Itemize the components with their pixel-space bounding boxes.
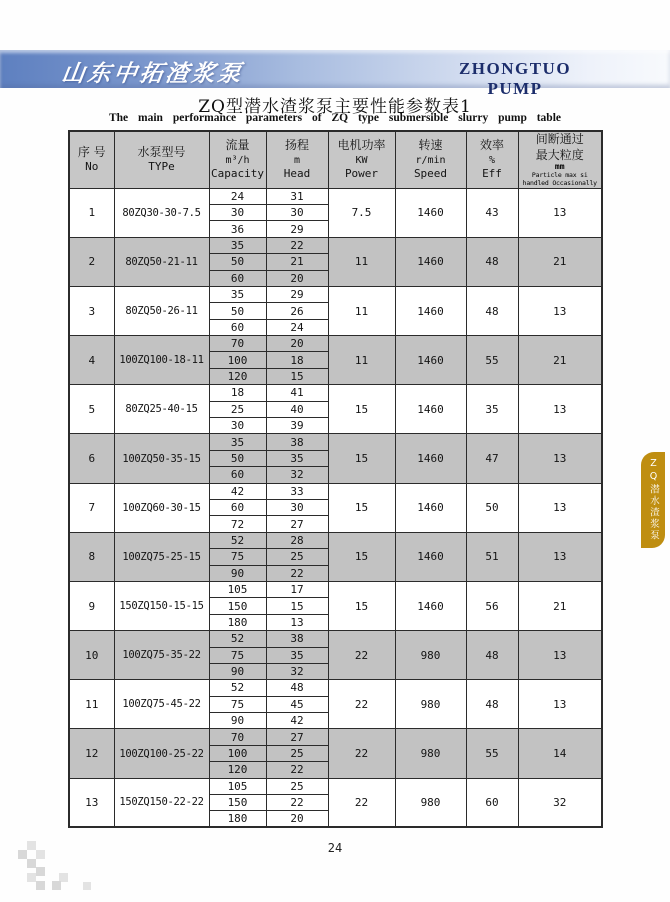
cell-speed: 1460	[395, 237, 466, 286]
cell-head: 22	[266, 795, 328, 811]
col-header-head	[266, 131, 328, 188]
cell-capacity: 150	[209, 598, 266, 614]
cell-no: 13	[69, 778, 114, 827]
cell-power: 15	[328, 434, 395, 483]
cell-head: 45	[266, 696, 328, 712]
cell-eff: 51	[466, 532, 518, 581]
header-line: Head	[283, 166, 311, 180]
cell-eff: 35	[466, 385, 518, 434]
cell-power: 15	[328, 581, 395, 630]
cell-eff: 48	[466, 286, 518, 335]
cell-head: 15	[266, 598, 328, 614]
cell-capacity: 72	[209, 516, 266, 532]
cell-head: 32	[266, 467, 328, 483]
header-line: m	[293, 154, 301, 166]
cell-model: 80ZQ50-21-11	[114, 237, 209, 286]
cell-eff: 47	[466, 434, 518, 483]
table-row	[69, 237, 602, 253]
cell-head: 29	[266, 221, 328, 237]
cell-eff: 48	[466, 680, 518, 729]
cell-speed: 1460	[395, 336, 466, 385]
cell-head: 22	[266, 762, 328, 778]
cell-head: 25	[266, 549, 328, 565]
col-header-power	[328, 131, 395, 188]
table-row	[69, 778, 602, 794]
cell-speed: 980	[395, 680, 466, 729]
cell-capacity: 50	[209, 450, 266, 466]
cell-capacity: 90	[209, 713, 266, 729]
table-row	[69, 336, 602, 352]
cell-power: 15	[328, 385, 395, 434]
cell-power: 15	[328, 532, 395, 581]
cell-speed: 1460	[395, 434, 466, 483]
cell-power: 7.5	[328, 188, 395, 237]
cell-speed: 980	[395, 778, 466, 827]
cell-eff: 50	[466, 483, 518, 532]
cell-model: 100ZQ75-35-22	[114, 631, 209, 680]
decoration-square	[27, 873, 36, 882]
cell-capacity: 120	[209, 762, 266, 778]
cell-capacity: 75	[209, 647, 266, 663]
header-line: Particle max si	[531, 170, 588, 179]
cell-head: 38	[266, 631, 328, 647]
cell-capacity: 75	[209, 696, 266, 712]
cell-capacity: 75	[209, 549, 266, 565]
cell-head: 25	[266, 778, 328, 794]
cell-capacity: 50	[209, 254, 266, 270]
company-name: ZHONGTUO PUMP	[458, 59, 572, 98]
cell-speed: 980	[395, 729, 466, 778]
cell-head: 27	[266, 729, 328, 745]
cell-capacity: 90	[209, 565, 266, 581]
cell-head: 25	[266, 745, 328, 761]
cell-no: 11	[69, 680, 114, 729]
page-number: 24	[327, 841, 343, 855]
cell-particle: 13	[518, 631, 602, 680]
cell-no: 3	[69, 286, 114, 335]
cell-capacity: 70	[209, 336, 266, 352]
cell-head: 38	[266, 434, 328, 450]
performance-table	[68, 130, 603, 828]
cell-particle: 13	[518, 188, 602, 237]
cell-model: 100ZQ75-45-22	[114, 680, 209, 729]
cell-model: 80ZQ30-30-7.5	[114, 188, 209, 237]
header-line: mm	[554, 162, 565, 172]
cell-head: 20	[266, 336, 328, 352]
cell-head: 21	[266, 254, 328, 270]
cell-capacity: 52	[209, 532, 266, 548]
header-line: Eff	[482, 166, 502, 180]
cell-capacity: 60	[209, 467, 266, 483]
page-title: ZQ型潜水渣浆泵主要性能参数表1	[198, 97, 472, 117]
cell-power: 11	[328, 237, 395, 286]
cell-capacity: 105	[209, 581, 266, 597]
cell-head: 27	[266, 516, 328, 532]
header-line: 最大粒度	[535, 147, 584, 162]
cell-no: 2	[69, 237, 114, 286]
cell-capacity: 60	[209, 270, 266, 286]
cell-model: 100ZQ75-25-15	[114, 532, 209, 581]
table-row	[69, 532, 602, 548]
cell-no: 6	[69, 434, 114, 483]
cell-capacity: 35	[209, 434, 266, 450]
cell-speed: 1460	[395, 286, 466, 335]
cell-capacity: 180	[209, 811, 266, 827]
header-line: handled Occasionally	[522, 178, 597, 187]
cell-no: 12	[69, 729, 114, 778]
cell-particle: 13	[518, 385, 602, 434]
cell-capacity: 52	[209, 631, 266, 647]
cell-head: 20	[266, 270, 328, 286]
cell-capacity: 50	[209, 303, 266, 319]
cell-head: 20	[266, 811, 328, 827]
cell-capacity: 18	[209, 385, 266, 401]
cell-capacity: 35	[209, 286, 266, 302]
cell-particle: 14	[518, 729, 602, 778]
cell-head: 40	[266, 401, 328, 417]
header-line: 电机功率	[337, 138, 386, 153]
cell-capacity: 120	[209, 368, 266, 384]
header-line: No	[85, 160, 99, 174]
cell-speed: 1460	[395, 581, 466, 630]
cell-no: 4	[69, 336, 114, 385]
cell-capacity: 35	[209, 237, 266, 253]
table-row	[69, 680, 602, 696]
col-header-eff	[466, 131, 518, 188]
cell-particle: 32	[518, 778, 602, 827]
cell-head: 35	[266, 450, 328, 466]
cell-eff: 48	[466, 237, 518, 286]
cell-capacity: 42	[209, 483, 266, 499]
table-row	[69, 729, 602, 745]
cell-particle: 13	[518, 286, 602, 335]
decoration-square	[36, 867, 45, 876]
cell-capacity: 100	[209, 352, 266, 368]
cell-head: 32	[266, 663, 328, 679]
side-tab-label: ZQ潜水渣浆泵	[648, 458, 659, 542]
cell-head: 30	[266, 500, 328, 516]
header-line: TYPe	[148, 160, 175, 174]
cell-capacity: 180	[209, 614, 266, 630]
col-header-speed	[395, 131, 466, 188]
cell-capacity: 25	[209, 401, 266, 417]
cell-power: 22	[328, 729, 395, 778]
cell-capacity: 100	[209, 745, 266, 761]
table-row	[69, 631, 602, 647]
cell-particle: 21	[518, 581, 602, 630]
cell-capacity: 90	[209, 663, 266, 679]
cell-head: 31	[266, 188, 328, 204]
cell-capacity: 30	[209, 418, 266, 434]
cell-model: 150ZQ150-22-22	[114, 778, 209, 827]
cell-capacity: 52	[209, 680, 266, 696]
decoration-square	[83, 882, 91, 890]
header-line: Power	[344, 166, 379, 180]
side-tab-zq-series	[641, 452, 665, 548]
table-row	[69, 434, 602, 450]
table-row	[69, 483, 602, 499]
cell-head: 17	[266, 581, 328, 597]
cell-capacity: 30	[209, 204, 266, 220]
cell-particle: 21	[518, 237, 602, 286]
decoration-square	[18, 850, 27, 859]
table-row	[69, 286, 602, 302]
cell-eff: 60	[466, 778, 518, 827]
cell-power: 22	[328, 631, 395, 680]
cell-particle: 13	[518, 680, 602, 729]
cell-head: 33	[266, 483, 328, 499]
table-header	[69, 131, 602, 188]
cell-no: 9	[69, 581, 114, 630]
cell-head: 24	[266, 319, 328, 335]
header-line: 序 号	[77, 144, 106, 159]
cell-no: 7	[69, 483, 114, 532]
cell-model: 100ZQ100-25-22	[114, 729, 209, 778]
cell-model: 100ZQ50-35-15	[114, 434, 209, 483]
cell-eff: 55	[466, 336, 518, 385]
col-header-capacity	[209, 131, 266, 188]
header-line: Capacity	[211, 166, 264, 180]
cell-head: 22	[266, 237, 328, 253]
header-line: m³/h	[225, 154, 250, 166]
cell-capacity: 60	[209, 319, 266, 335]
page-subtitle: The main performance parameters of ZQ type submersible slurry pump table	[108, 112, 562, 124]
cell-particle: 13	[518, 483, 602, 532]
cell-power: 15	[328, 483, 395, 532]
cell-head: 28	[266, 532, 328, 548]
header-line: r/min	[415, 154, 446, 166]
cell-head: 13	[266, 614, 328, 630]
cell-no: 10	[69, 631, 114, 680]
col-header-particle	[518, 131, 602, 188]
cell-eff: 48	[466, 631, 518, 680]
header-line: %	[488, 154, 496, 166]
table-row	[69, 385, 602, 401]
cell-head: 18	[266, 352, 328, 368]
cell-speed: 1460	[395, 188, 466, 237]
cell-head: 41	[266, 385, 328, 401]
header-line: 水泵型号	[137, 144, 186, 159]
cell-eff: 55	[466, 729, 518, 778]
col-header-no	[69, 131, 114, 188]
cell-power: 11	[328, 336, 395, 385]
cell-model: 80ZQ25-40-15	[114, 385, 209, 434]
header-line: Speed	[413, 166, 448, 180]
cell-head: 29	[266, 286, 328, 302]
cell-speed: 1460	[395, 532, 466, 581]
cell-head: 42	[266, 713, 328, 729]
cell-head: 15	[266, 368, 328, 384]
cell-capacity: 36	[209, 221, 266, 237]
decoration-square	[36, 850, 45, 859]
cell-capacity: 105	[209, 778, 266, 794]
cell-model: 100ZQ100-18-11	[114, 336, 209, 385]
cell-power: 22	[328, 778, 395, 827]
header-line: 流量	[225, 138, 250, 153]
cell-head: 39	[266, 418, 328, 434]
header-line: 间断通过	[535, 132, 584, 146]
decoration-square	[27, 859, 36, 868]
cell-model: 80ZQ50-26-11	[114, 286, 209, 335]
header-row	[69, 131, 602, 188]
cell-particle: 13	[518, 434, 602, 483]
cell-eff: 43	[466, 188, 518, 237]
cell-head: 35	[266, 647, 328, 663]
brand-logo-calligraphy: 山东中拓渣浆泵	[59, 60, 246, 87]
cell-no: 1	[69, 188, 114, 237]
cell-power: 11	[328, 286, 395, 335]
cell-head: 26	[266, 303, 328, 319]
cell-capacity: 24	[209, 188, 266, 204]
header-line: 转速	[418, 138, 443, 153]
header-line: KW	[355, 154, 368, 166]
cell-model: 100ZQ60-30-15	[114, 483, 209, 532]
table-row	[69, 581, 602, 597]
cell-no: 5	[69, 385, 114, 434]
cell-capacity: 150	[209, 795, 266, 811]
header-line: 效率	[479, 138, 504, 153]
cell-speed: 1460	[395, 385, 466, 434]
cell-particle: 13	[518, 532, 602, 581]
decoration-square	[27, 841, 36, 850]
cell-speed: 1460	[395, 483, 466, 532]
cell-head: 30	[266, 204, 328, 220]
cell-particle: 21	[518, 336, 602, 385]
table-body	[69, 188, 602, 827]
cell-power: 22	[328, 680, 395, 729]
cell-speed: 980	[395, 631, 466, 680]
header-line: 扬程	[284, 138, 309, 153]
col-header-model	[114, 131, 209, 188]
cell-capacity: 70	[209, 729, 266, 745]
decoration-square	[52, 881, 61, 890]
cell-head: 22	[266, 565, 328, 581]
cell-model: 150ZQ150-15-15	[114, 581, 209, 630]
cell-head: 48	[266, 680, 328, 696]
cell-no: 8	[69, 532, 114, 581]
table-row	[69, 188, 602, 204]
decoration-square	[36, 881, 45, 890]
cell-eff: 56	[466, 581, 518, 630]
cell-capacity: 60	[209, 500, 266, 516]
